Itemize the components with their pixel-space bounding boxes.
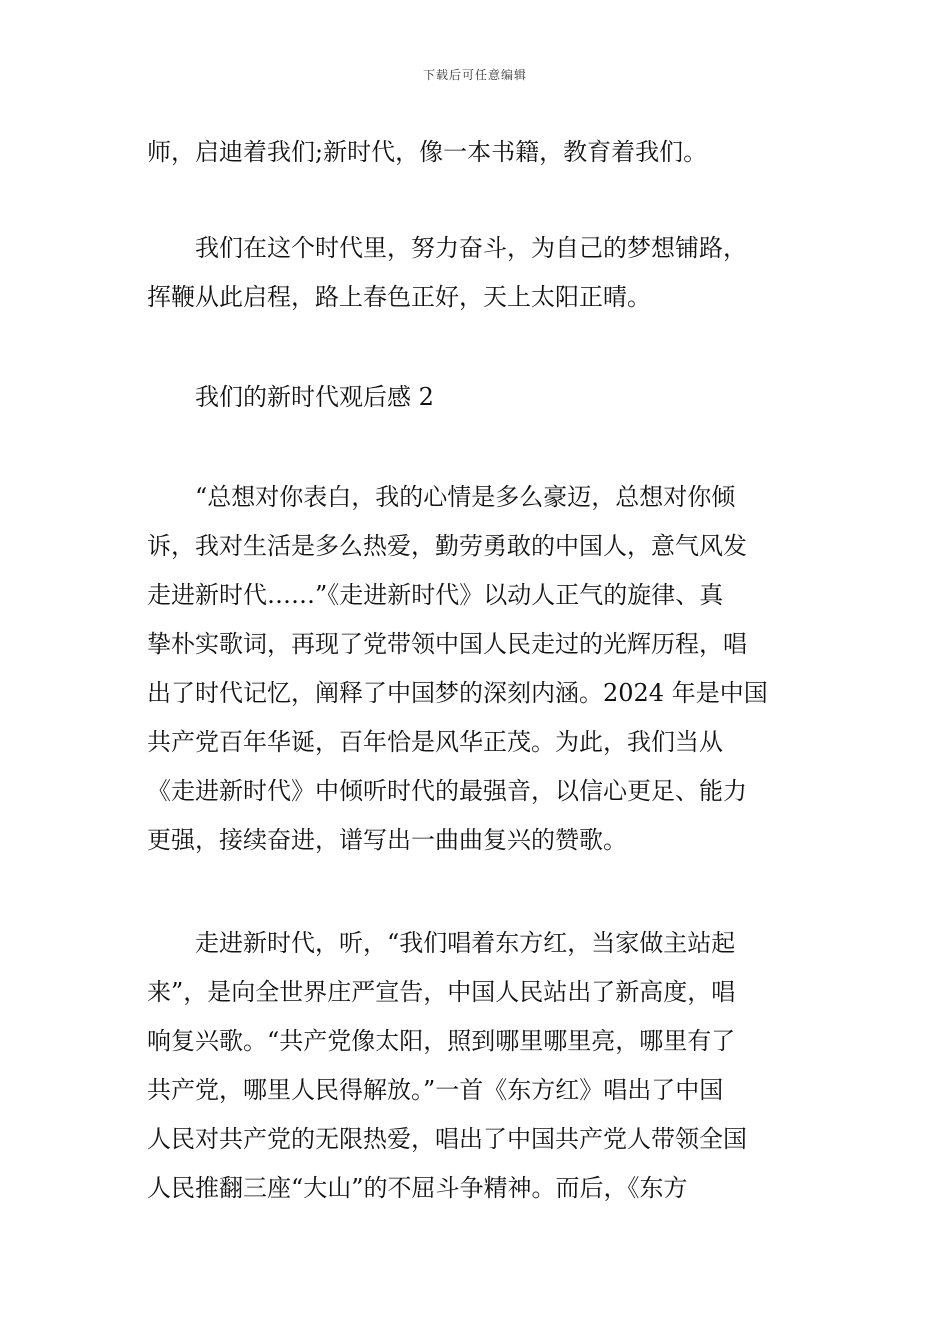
paragraph-line: 共产党百年华诞，百年恰是风华正茂。为此，我们当从	[147, 728, 723, 756]
paragraph-continuation	[147, 128, 807, 177]
paragraph-line: 人民推翻三座“大山”的不屈斗争精神。而后，《东方	[147, 1174, 688, 1202]
paragraph-line: 更强，接续奋进，谱写出一曲曲复兴的赞歌。	[147, 826, 627, 854]
paragraph-line: 人民对共产党的无限热爱，唱出了中国共产党人带领全国	[147, 1125, 747, 1153]
paragraph-line: “总想对你表白，我的心情是多么豪迈，总想对你倾	[195, 483, 736, 511]
paragraph-line: 挥鞭从此启程，路上春色正好，天上太阳正晴。	[147, 283, 651, 311]
paragraph-line: 挚朴实歌词，再现了党带领中国人民走过的光辉历程，唱	[147, 630, 747, 658]
paragraph-line: 出了时代记忆，阐释了中国梦的深刻内涵。2024 年是中国	[147, 679, 768, 707]
paragraph-line: 师，启迪着我们;新时代，像一本书籍，教育着我们。	[147, 138, 708, 166]
paragraph-song-intro	[147, 473, 807, 865]
section-title	[147, 373, 807, 422]
section-title-text: 我们的新时代观后感 2	[195, 383, 434, 411]
paragraph-line: 走进新时代……”《走进新时代》以动人正气的旋律、真	[147, 581, 724, 609]
paragraph-dongfanghong	[147, 919, 807, 1213]
paragraph-striving	[147, 224, 807, 322]
paragraph-line: 共产党，哪里人民得解放。”一首《东方红》唱出了中国	[147, 1076, 724, 1104]
paragraph-line: 来”，是向全世界庄严宣告，中国人民站出了新高度，唱	[147, 978, 736, 1006]
page-header-note: 下载后可任意编辑	[422, 68, 527, 82]
paragraph-line: 走进新时代，听，“我们唱着东方红，当家做主站起	[195, 929, 736, 957]
paragraph-line: 我们在这个时代里，努力奋斗，为自己的梦想铺路，	[195, 234, 747, 262]
paragraph-line: 诉，我对生活是多么热爱，勤劳勇敢的中国人，意气风发	[147, 532, 747, 560]
paragraph-line: 响复兴歌。“共产党像太阳，照到哪里哪里亮，哪里有了	[147, 1027, 736, 1055]
paragraph-line: 《走进新时代》中倾听时代的最强音，以信心更足、能力	[147, 777, 747, 805]
